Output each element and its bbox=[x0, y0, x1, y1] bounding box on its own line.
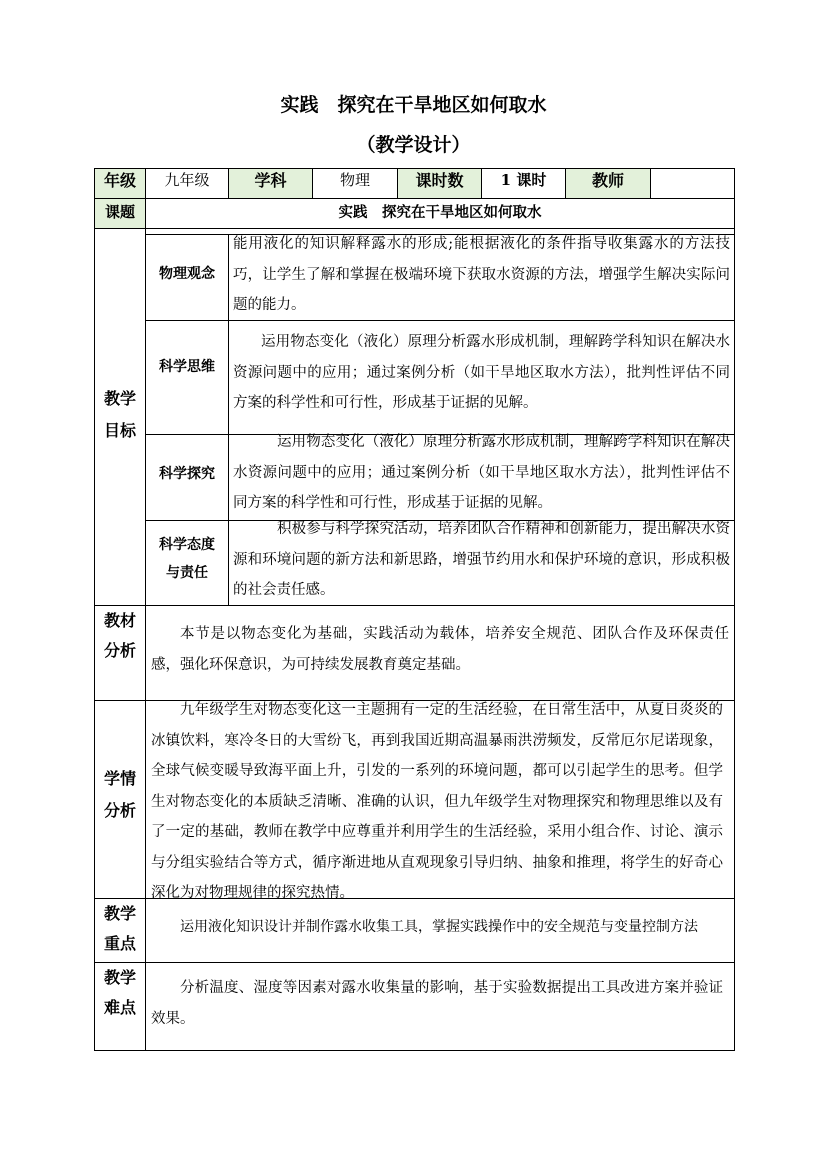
objective-attitude-label-line1: 科学态度 bbox=[159, 537, 215, 553]
subject-value: 物理 bbox=[339, 170, 370, 189]
objectives-label-line2: 目标 bbox=[103, 421, 136, 440]
objective-attitude-text: 积极参与科学探究活动，培养团队合作精神和创新能力，提出解决水资源和环境问题的新方法和新思路，增强节约用水和保护环境的意识，形成积极的社会责任感。 bbox=[233, 521, 730, 598]
objective-scientific-thinking-text: 运用物态变化（液化）原理分析露水形成机制，理解跨学科知识在解决水资源问题中的应用；通过案例分析（如干旱地区取水方法），批判性评估不同方案的科学性和可行性，形成基于证据的见解。 bbox=[233, 334, 730, 411]
difficulties-label-line1: 教学 bbox=[103, 968, 136, 987]
grade-value: 九年级 bbox=[164, 170, 210, 189]
page-title: 实践 探究在干旱地区如何取水 bbox=[280, 94, 547, 116]
difficulties-text: 分析温度、湿度等因素对露水收集量的影响，基于实验数据提出工具改进方案并验证效果。 bbox=[151, 980, 723, 1027]
key-points-label-line1: 教学 bbox=[103, 904, 136, 923]
teacher-label: 教师 bbox=[591, 170, 624, 190]
objectives-label-line1: 教学 bbox=[103, 389, 136, 408]
objective-scientific-thinking-label: 科学思维 bbox=[159, 359, 215, 375]
difficulties-label-line2: 难点 bbox=[103, 998, 136, 1017]
difficulties-label bbox=[95, 963, 145, 1023]
objective-physics-concept-label: 物理观念 bbox=[159, 266, 215, 282]
material-analysis-label-line1: 教材 bbox=[103, 611, 136, 630]
topic-label: 课题 bbox=[104, 202, 135, 221]
page-subtitle: （教学设计） bbox=[356, 134, 471, 156]
material-analysis-label bbox=[95, 606, 145, 666]
objective-physics-concept-text: 能用液化的知识解释露水的形成;能根据液化的条件指导收集露水的方法技巧，让学生了解和掌握在极端环境下获取水资源的方法，增强学生解决实际问题的能力。 bbox=[233, 236, 730, 313]
student-analysis-text: 九年级学生对物态变化这一主题拥有一定的生活经验，在日常生活中，从夏日炎炎的冰镇饮料，寒冷冬日的大雪纷飞，再到我国近期高温暴雨洪涝频发，反常厄尔尼诺现象，全球气候变暖导致海平面上升，引发的一系列的环境问题，都可以引起学生的思考。但学生对物态变化的本质缺乏清晰、准确的认识，但九年级学生对物理探究和物理思维以及有了一定的基础，教师在教学中应尊重并利用学生的生活经验，采用小组合作、讨论、演示与分组实验结合等方式，循序渐进地从直观现象引导归纳、抽象和推理，将学生的好奇心深化为对物理规律的探究热情。 bbox=[151, 702, 723, 901]
material-analysis-label-line2: 分析 bbox=[103, 641, 136, 660]
objective-scientific-inquiry-text: 运用物态变化（液化）原理分析露水形成机制，理解跨学科知识在解决水资源问题中的应用；通过案例分析（如干旱地区取水方法），批判性评估不同方案的科学性和可行性，形成基于证据的见解。 bbox=[233, 434, 730, 511]
student-analysis-label-line1: 学情 bbox=[103, 769, 136, 788]
key-points-label bbox=[95, 899, 145, 959]
key-points-text: 运用液化知识设计并制作露水收集工具，掌握实践操作中的安全规范与变量控制方法 bbox=[180, 919, 698, 935]
key-points-label-line2: 重点 bbox=[103, 934, 136, 953]
student-analysis-label-line2: 分析 bbox=[103, 801, 136, 820]
objective-attitude-label bbox=[146, 521, 228, 597]
material-analysis-text: 本节是以物态变化为基础，实践活动为载体，培养安全规范、团队合作及环保责任感，强化环保意识，为可持续发展教育奠定基础。 bbox=[151, 626, 729, 673]
grade-label: 年级 bbox=[103, 170, 136, 190]
objectives-label bbox=[95, 370, 145, 460]
objective-attitude-label-line2: 与责任 bbox=[166, 565, 208, 581]
topic-value: 实践 探究在干旱地区如何取水 bbox=[338, 203, 542, 221]
student-analysis-label bbox=[95, 760, 145, 830]
teacher-value bbox=[651, 169, 734, 189]
subject-label: 学科 bbox=[254, 170, 287, 190]
objective-scientific-inquiry-label: 科学探究 bbox=[159, 466, 215, 482]
hours-value: 1 课时 bbox=[500, 170, 547, 189]
hours-label: 课时数 bbox=[415, 170, 464, 190]
